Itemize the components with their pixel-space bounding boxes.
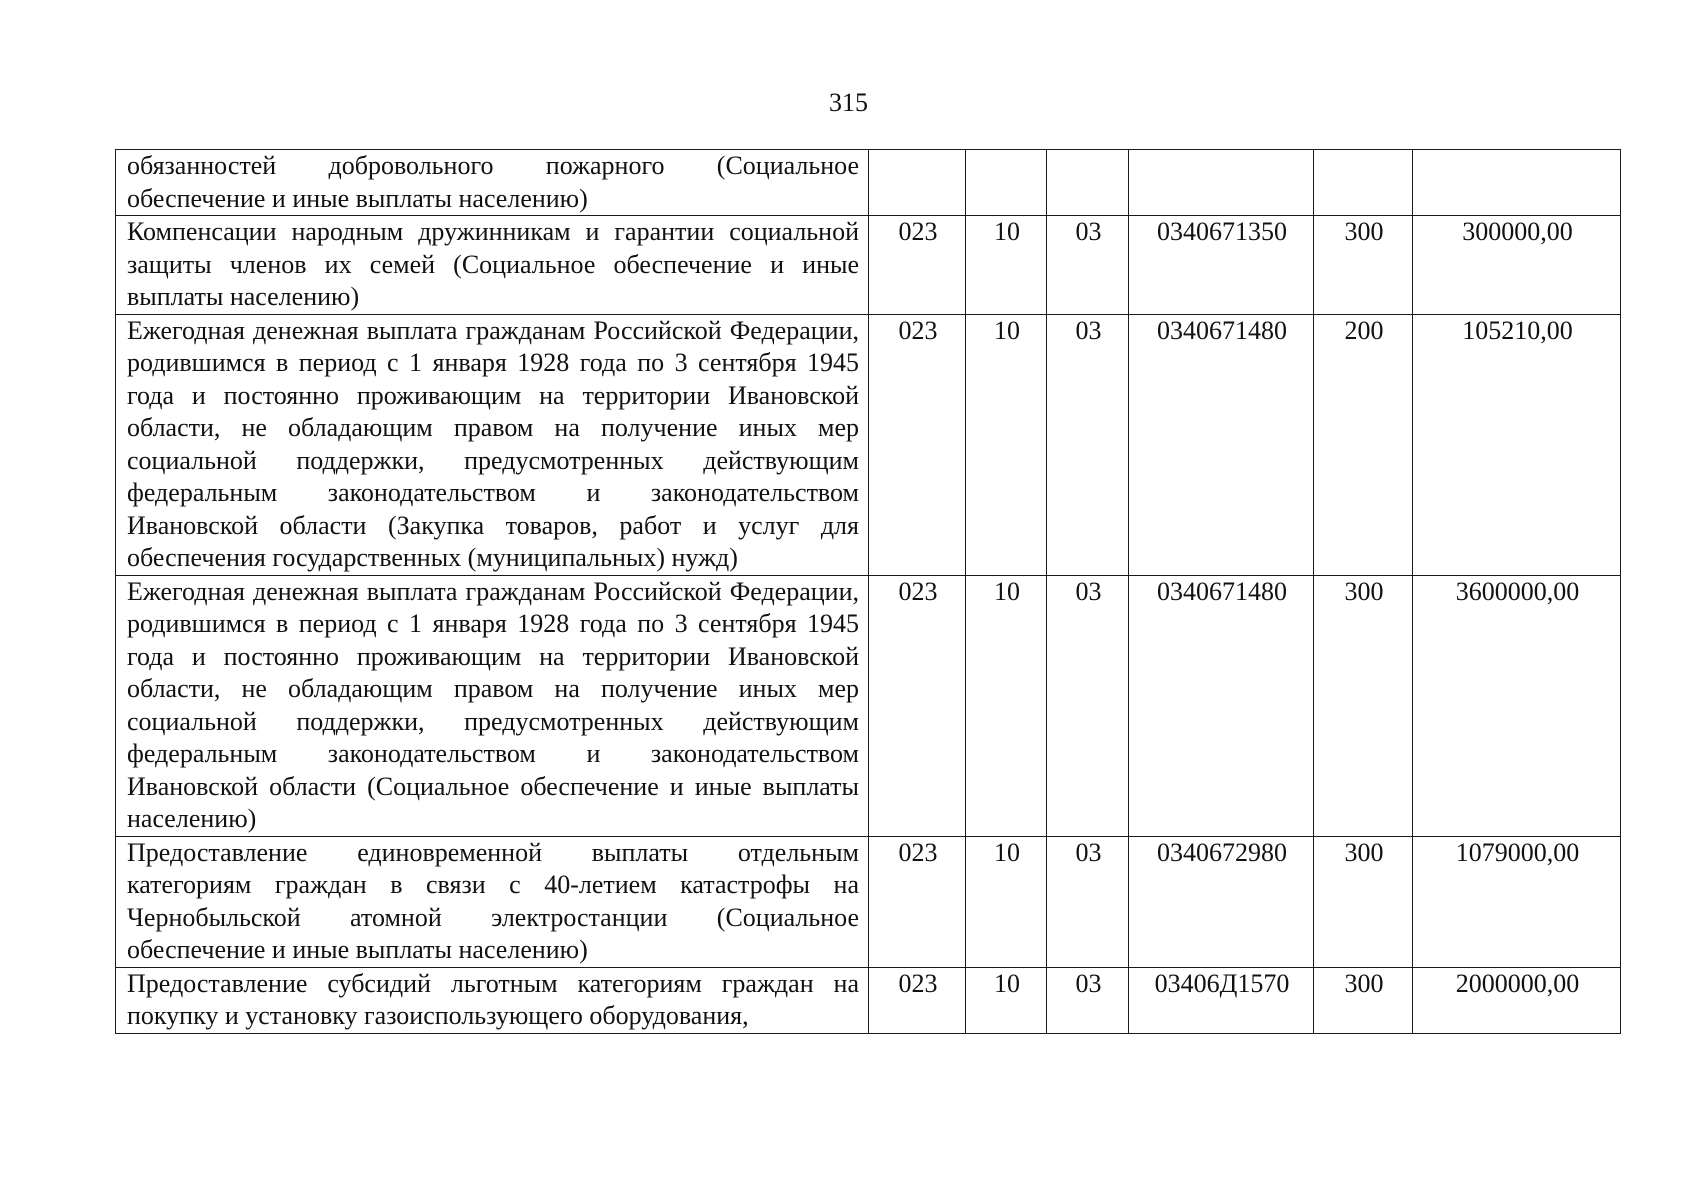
row-description: обязанностей добровольного пожарного (Социальное обеспечение и иные выплаты населению) — [116, 150, 869, 216]
ministry-code: 023 — [869, 575, 966, 836]
section-code: 10 — [966, 216, 1047, 315]
ministry-code: 023 — [869, 967, 966, 1033]
row-description: Предоставление субсидий льготным категориям граждан на покупку и установку газоиспользующего оборудования, — [116, 967, 869, 1033]
expense-type-code: 300 — [1314, 575, 1413, 836]
section-code: 10 — [966, 967, 1047, 1033]
amount: 2000000,00 — [1413, 967, 1621, 1033]
row-description: Компенсации народным дружинникам и гарантии социальной защиты членов их семей (Социальное обеспечение и иные выплаты населению) — [116, 216, 869, 315]
row-description: Ежегодная денежная выплата гражданам Российской Федерации, родившимся в период с 1 января 1928 года по 3 сентября 1945 года и постоянно проживающим на территории Ивановской области, не обладающим правом на получение иных мер социальной поддержки, предусмотренных действующим федеральным законодательством и законодательством Ивановской области (Закупка товаров, работ и услуг для обеспечения государственных (муниципальных) нужд) — [116, 314, 869, 575]
expense-type-code — [1314, 150, 1413, 216]
section-code — [966, 150, 1047, 216]
ministry-code: 023 — [869, 314, 966, 575]
table-row — [116, 575, 1621, 836]
subsection-code: 03 — [1047, 836, 1129, 967]
subsection-code: 03 — [1047, 967, 1129, 1033]
target-article-code — [1129, 150, 1314, 216]
subsection-code: 03 — [1047, 216, 1129, 315]
subsection-code: 03 — [1047, 314, 1129, 575]
section-code: 10 — [966, 314, 1047, 575]
amount: 3600000,00 — [1413, 575, 1621, 836]
subsection-code — [1047, 150, 1129, 216]
row-description: Ежегодная денежная выплата гражданам Российской Федерации, родившимся в период с 1 января 1928 года по 3 сентября 1945 года и постоянно проживающим на территории Ивановской области, не обладающим правом на получение иных мер социальной поддержки, предусмотренных действующим федеральным законодательством и законодательством Ивановской области (Социальное обеспечение и иные выплаты населению) — [116, 575, 869, 836]
row-description: Предоставление единовременной выплаты отдельным категориям граждан в связи с 40-летием катастрофы на Чернобыльской атомной электростанции (Социальное обеспечение и иные выплаты населению) — [116, 836, 869, 967]
target-article-code: 0340671480 — [1129, 575, 1314, 836]
ministry-code — [869, 150, 966, 216]
expense-type-code: 200 — [1314, 314, 1413, 575]
target-article-code: 0340671350 — [1129, 216, 1314, 315]
table-row — [116, 216, 1621, 315]
amount: 300000,00 — [1413, 216, 1621, 315]
section-code: 10 — [966, 575, 1047, 836]
expense-type-code: 300 — [1314, 967, 1413, 1033]
expense-type-code: 300 — [1314, 216, 1413, 315]
table-row — [116, 836, 1621, 967]
amount: 105210,00 — [1413, 314, 1621, 575]
target-article-code: 03406Д1570 — [1129, 967, 1314, 1033]
table-row — [116, 150, 1621, 216]
table-row — [116, 967, 1621, 1033]
amount — [1413, 150, 1621, 216]
budget-table — [115, 149, 1621, 1034]
section-code: 10 — [966, 836, 1047, 967]
target-article-code: 0340672980 — [1129, 836, 1314, 967]
ministry-code: 023 — [869, 216, 966, 315]
expense-type-code: 300 — [1314, 836, 1413, 967]
table-row — [116, 314, 1621, 575]
target-article-code: 0340671480 — [1129, 314, 1314, 575]
page-number: 315 — [829, 88, 868, 117]
amount: 1079000,00 — [1413, 836, 1621, 967]
ministry-code: 023 — [869, 836, 966, 967]
subsection-code: 03 — [1047, 575, 1129, 836]
